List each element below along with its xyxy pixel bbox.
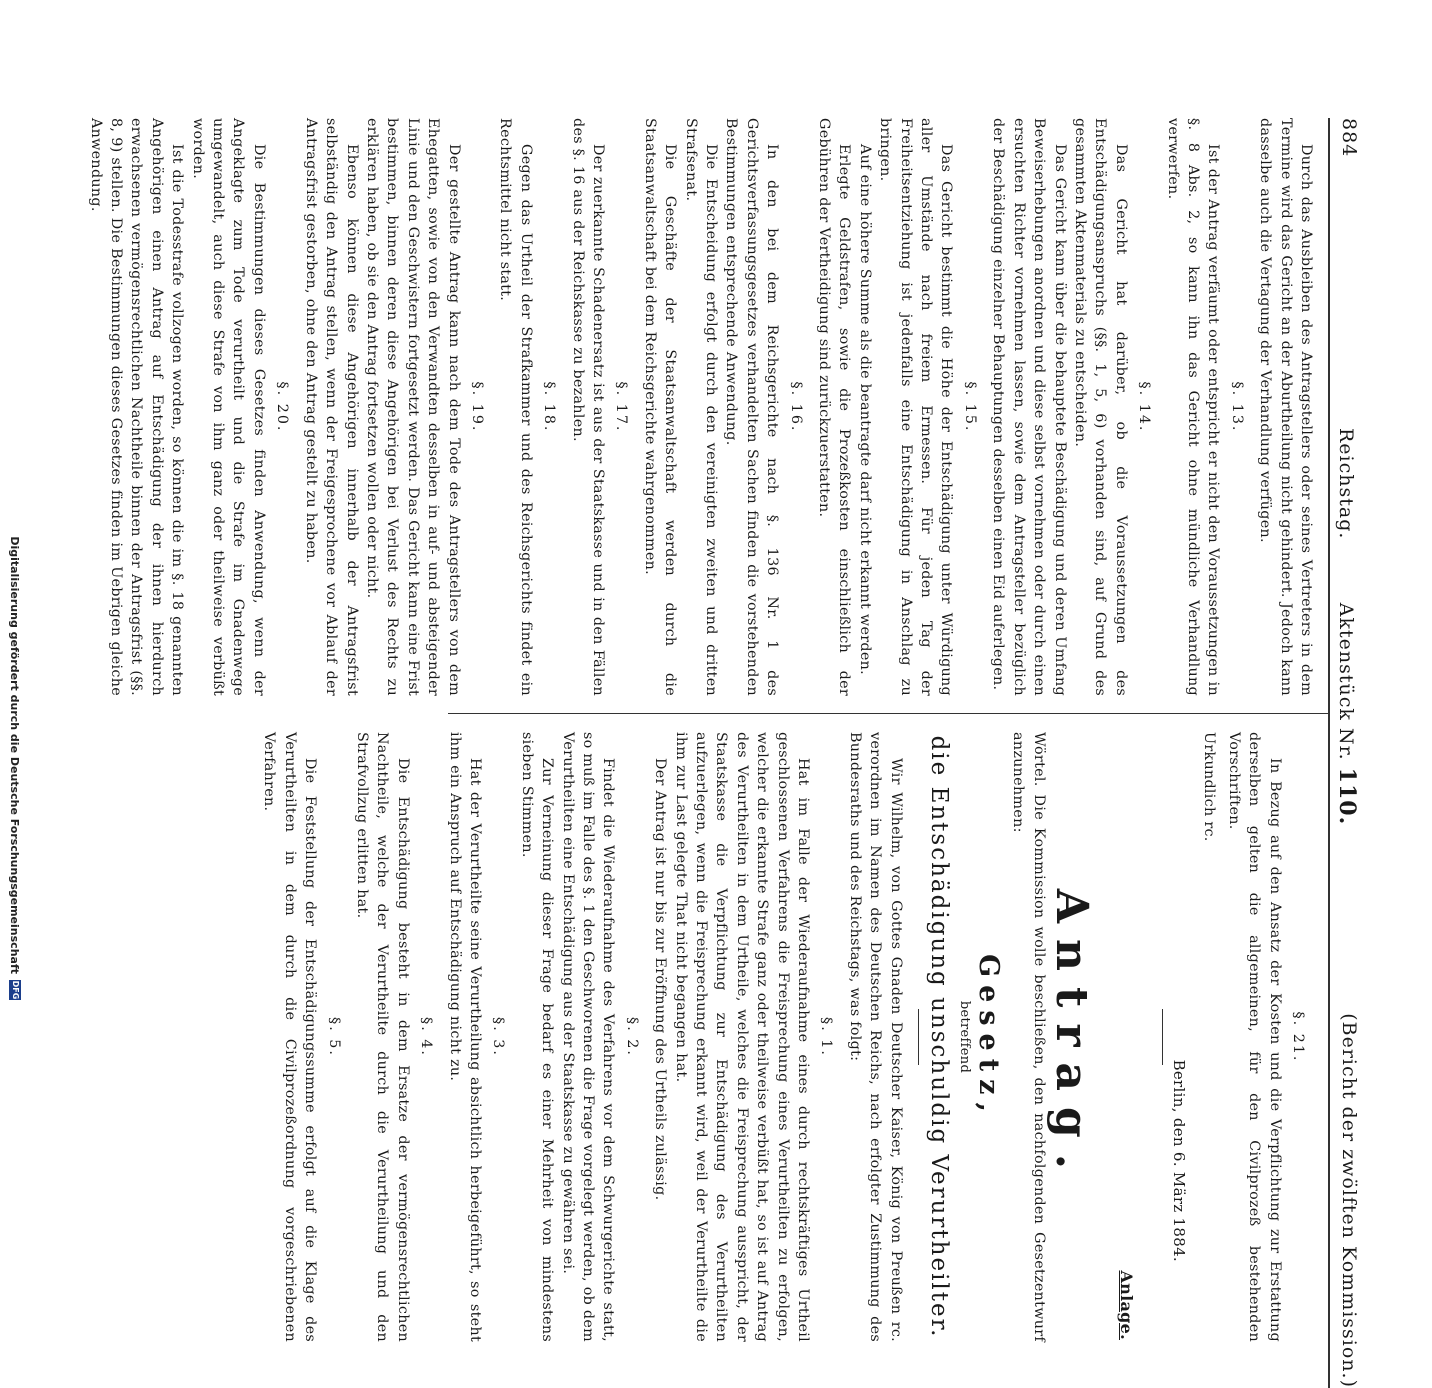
section-heading: §. 14.: [1136, 381, 1153, 433]
paragraph: Der Antrag ist nur bis zur Eröffnung des Urtheils zulässig.: [652, 758, 669, 1201]
left-column: [85, 118, 1316, 696]
gesetz-title: Gesetz,: [972, 954, 1004, 1120]
paragraph: Ebenso können diese Angehörigen innerhalb der Antragsfrist selbständig den Antrag stellen, wenn der Freigesprochene vor Ablauf der Antragsfrist gestorben, ohne den Antrag gestellt zu haben.: [302, 118, 360, 696]
page-header: [1326, 118, 1360, 1388]
paragraph: Die Entschädigung besteht in dem Ersatze der vermögensrechtlichen Nachtheile, welche der Verurtheilte durch die Verurtheilung und den Strafvollzug erlitten hat.: [353, 732, 411, 1342]
header-commission: (Bericht der zwölften Kommission.): [1338, 1013, 1360, 1388]
header-actenstueck: Aktenstück Nr.: [1335, 602, 1357, 761]
section-heading: §. 2.: [623, 1017, 640, 1057]
short-rule: [918, 1009, 919, 1065]
paragraph: Erlegte Geldstrafen, sowie die Prozeßkosten einschließlich der Gebühren der Vertheidigung sind zurückzuerstatten.: [816, 118, 853, 696]
paragraph: In den bei dem Reichsgerichte nach §. 136 Nr. 1 des Gerichtsverfassungsgesetzes verhandelten Sachen finden die vorstehenden Bestimmungen entsprechende Anwendung.: [723, 118, 781, 696]
date-line: Berlin, den 6. März 1884.: [1169, 1059, 1188, 1262]
law-sections: [259, 732, 837, 1342]
paragraph: Das Gericht kann über die behauptete Beschädigung und deren Umfang Beweiserhebungen anordnen und diese selbst vornehmen oder durch einen ersuchten Richter vornehmen lassen, sowie dem Antragsteller bezüglich der Beschädigung einzelner Behauptungen desselben einen Eid auferlegen.: [990, 118, 1068, 696]
paragraph: Das Gericht bestimmt die Höhe der Entschädigung unter Würdigung aller Umstände nach freiem Ermessen. Für jeden Tag der Freiheitsentziehung ist jedenfalls eine Entschädigung in Anschlag zu bringen.: [877, 118, 955, 696]
header-actenstueck-number: 110.: [1334, 767, 1360, 826]
antrag-title: Antrag.: [1046, 888, 1098, 1186]
paragraph: In Bezug auf den Ansatz der Kosten und die Verpflichtung zur Erstattung derselben gelten die allgemeinen, für den Civilprozeß bestehenden Vorschriften.: [1225, 732, 1283, 1342]
betreffend-label: betreffend: [956, 1000, 972, 1074]
right-column: [259, 732, 1316, 1342]
commission-intro: Wörtel. Die Kommission wolle beschließen, den nachfolgenden Gesetzentwurf anzunehmen:: [1010, 732, 1047, 1342]
paragraph: Auf eine höhere Summe als die beantragte darf nicht erkannt werden.: [856, 144, 873, 675]
paragraph: Gegen das Urtheil der Strafkammer und des Reichsgerichts findet ein Rechtsmittel nicht statt.: [497, 118, 534, 696]
dfg-logo: DFG: [11, 980, 20, 1000]
paragraph: Die Feststellung der Entschädigungssumme erfolgt auf die Klage des Verurtheilten in dem durch die Civilprozeßordnung vorgeschriebenen Verfahren.: [261, 732, 319, 1342]
footer-text: Digitalisierung gefördert durch die Deutsche Forschungsgemeinschaft: [8, 536, 22, 974]
paragraph: Ist die Todesstrafe vollzogen worden, so können die im §. 18 genannten Angehörigen einen Antrag auf Entschädigung der ihnen hierdurch erwachsenen vermögensrechtlichen Nachtheile binnen der Antragsfrist (§§. 8, 9) stellen. Die Bestimmungen dieses Gesetzes finden im Uebrigen gleiche Anwendung.: [87, 118, 186, 696]
section-heading: §. 15.: [961, 381, 978, 433]
digitization-footer: [0, 0, 34, 1000]
preamble: Wir Wilhelm, von Gottes Gnaden Deutscher Kaiser, König von Preußen rc. verordnen im Namen des Deutschen Reichs, nach erfolgter Zustimmung des Bundesraths und des Reichstags, was folgt:: [846, 732, 904, 1342]
column-divider: [448, 713, 1328, 714]
paragraph: Hat der Verurtheilte seine Verurtheilung absichtlich herbeigeführt, so steht ihm ein Anspruch auf Entschädigung nicht zu.: [446, 732, 483, 1342]
paragraph: Der gestellte Antrag kann nach dem Tode des Antragstellers von dem Ehegatten, sowie von den Verwandten desselben in auf- und absteigender Linie und den Geschwistern fortgesetzt werden. Das Gericht kann eine Frist bestimmen, binnen deren diese Angehörigen bei Verlust des Rechts zu erklären haben, ob sie den Antrag fortsetzen wollen oder nicht.: [363, 118, 462, 696]
paragraph: Die Bestimmungen dieses Gesetzes finden Anwendung, wenn der Angeklagte zum Tode verurtheilt und die Strafe im Gnadenwege umgewandelt, auch diese Strafe von ihm ganz oder theilweise verbüßt worden.: [189, 118, 267, 696]
section-heading: §. 20.: [274, 381, 291, 433]
header-title: [1334, 428, 1360, 825]
paragraph: Der zuerkannte Schadenersatz ist aus der Staatskasse und in den Fällen des §. 16 aus der Reichskasse zu bezahlen.: [569, 118, 606, 696]
short-rule: [1162, 1009, 1163, 1065]
section-heading: §. 18.: [541, 381, 558, 433]
section-heading: §. 21.: [1290, 1011, 1306, 1063]
section-heading: §. 1.: [818, 1017, 835, 1057]
section-heading: §. 5.: [325, 1017, 342, 1057]
paragraph: Ist der Antrag verfäumt oder entspricht er nicht den Voraussetzungen in §. 8 Abs. 2, so kann ihn das Gericht ohne mündliche Verhandlung verwerfen.: [1164, 118, 1222, 696]
section-heading: §. 17.: [613, 381, 630, 433]
header-section: Reichstag.: [1335, 428, 1357, 540]
section-heading: §. 16.: [787, 381, 804, 433]
section-heading: §. 13.: [1228, 381, 1245, 433]
paragraph: Das Gericht hat darüber, ob die Voraussetzungen des Entschädigungsanspruchs (§§. 1, 5, 6) vorhanden sind, auf Grund des gesammten Aktenmaterials zu entscheiden.: [1071, 118, 1129, 696]
section-heading: §. 19.: [468, 381, 485, 433]
page-number: 884: [1338, 118, 1360, 158]
paragraph: Durch das Ausbleiben des Antragstellers oder seines Vertreters in dem Termine wird das Gericht an der Aburtheilung nicht gehindert. Jedoch kann dasselbe auch die Vertagung der Verhandlung verfügen.: [1257, 118, 1314, 696]
paragraph: Die Geschäfte der Staatsanwaltschaft werden durch die Staatsanwaltschaft bei dem Reichsgerichte wahrgenommen.: [641, 118, 679, 696]
section-heading: §. 4.: [418, 1017, 435, 1057]
law-title: die Entschädigung unschuldig Verurtheilter.: [926, 735, 953, 1339]
paragraph: Zur Verneinung dieser Frage bedarf es einer Mehrheit von mindestens sieben Stimmen.: [518, 732, 556, 1342]
anlage-label: Anlage.: [1116, 1270, 1136, 1340]
header-rule: [1328, 118, 1330, 1388]
section-heading: §. 3.: [490, 1017, 507, 1057]
paragraph: Die Entscheidung erfolgt durch den vereinigten zweiten und dritten Strafsenat.: [682, 118, 720, 696]
urkundlich: Urkundlich rc.: [1201, 732, 1218, 842]
paragraph: Findet die Wiederaufnahme des Verfahrens vor dem Schwurgerichte statt, so muß im Falle des §. 1 den Geschworenen die Frage vorgelegt werden, ob dem Verurtheilten eine Entschädigung aus der Staatskasse zu gewähren sei.: [559, 732, 617, 1342]
paragraph: Hat im Falle der Wiederaufnahme eines durch rechtskräftiges Urtheil geschlossenen Verfahrens die Freisprechung eines Verurtheilten zu erfolgen, welcher die erkannte Strafe ganz oder theilweise verbüßt hat, so ist auf Antrag des Verurtheilten in dem Urtheile, welches die Freisprechung ausspricht, der Staatskasse die Verpflichtung zur Entschädigung des Verurtheilten aufzuerlegen, wenn die Freisprechung erkannt wird, weil der Verurtheilte die ihm zur Last gelegte That nicht begangen hat.: [672, 732, 812, 1342]
